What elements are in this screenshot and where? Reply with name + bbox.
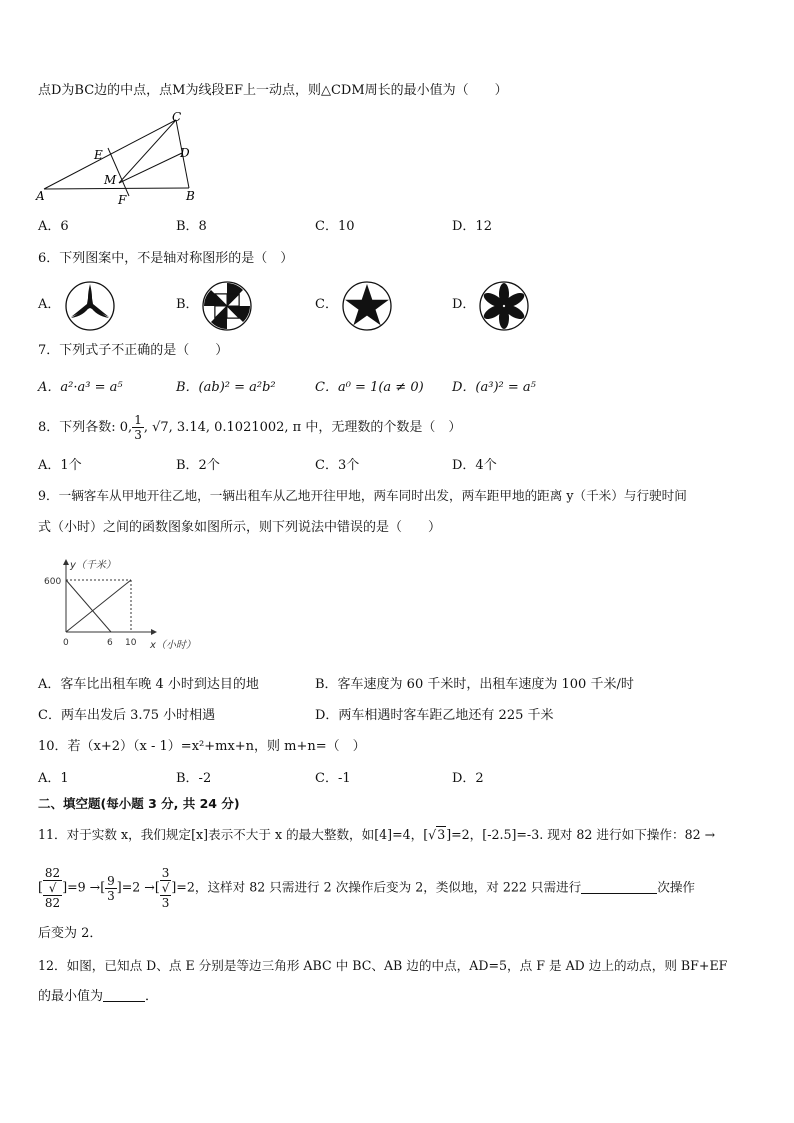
q9-option-a: A．客车比出租车晚 4 小时到达目的地 xyxy=(38,677,259,692)
q5-stem: 点D为BC边的中点，点M为线段EF上一动点，则△CDM周长的最小值为（ ） xyxy=(38,83,508,98)
label-c: C xyxy=(172,110,182,124)
q9-graph-xtick-6: 6 xyxy=(107,638,113,648)
q5-option-b: B．8 xyxy=(176,219,207,234)
label-e: E xyxy=(94,148,103,162)
q9-option-b: B．客车速度为 60 千米时，出租车速度为 100 千米/时 xyxy=(315,677,634,692)
q5-option-a: A．6 xyxy=(38,219,69,234)
q8-frac-den: 3 xyxy=(134,428,142,442)
q8-frac-num: 1 xyxy=(134,413,142,427)
q8-option-b: B．2个 xyxy=(176,458,220,473)
q11-f2-den: 3 xyxy=(107,888,115,903)
q10-option-b: B．-2 xyxy=(176,771,212,786)
star-circle-icon xyxy=(341,280,393,332)
six-petal-flower-icon xyxy=(478,280,530,332)
q9-graph-xtick-0: 0 xyxy=(63,638,69,648)
label-d: D xyxy=(180,146,190,160)
q11-f1-after: ]=9 →[ xyxy=(62,879,106,895)
q5-option-d: D．12 xyxy=(452,219,492,234)
q8-stem xyxy=(38,412,461,444)
q10-option-c: C．-1 xyxy=(315,771,351,786)
q11-line3: 后变为 2． xyxy=(38,926,103,941)
q7-stem: 7．下列式子不正确的是（ ） xyxy=(38,343,229,358)
q11-fraction-2 xyxy=(105,874,117,903)
q9-stem-line2: 式（小时）之间的函数图象如图所示，则下列说法中错误的是（ ） xyxy=(38,520,442,535)
q11-fraction-3: 3 √ 3 xyxy=(161,866,170,910)
q11-f1-num: 82 xyxy=(44,866,61,880)
q11-f2-num: 9 xyxy=(107,873,115,888)
q11-line1 xyxy=(38,826,715,844)
q6-option-a-letter: A． xyxy=(38,297,61,312)
q11-sqrt-3: 3 xyxy=(437,827,446,842)
q11-line2-b: ]=2，这样对 82 只需进行 2 次操作后变为 2，类似地，对 222 只需进行 xyxy=(171,879,582,895)
label-m: M xyxy=(104,173,117,187)
q11-sqrt-sign: √ xyxy=(428,827,437,842)
q11-line2 xyxy=(38,866,695,910)
q12-line1: 12．如图，已知点 D、点 E 分别是等边三角形 ABC 中 BC、AB 边的中点，AD=5，点 F 是 AD 边上的动点，则 BF+EF xyxy=(38,958,728,973)
q8-fraction xyxy=(132,413,144,442)
q7-option-a: A．a²·a³ = a⁵ xyxy=(38,380,123,395)
q8-stem-pre: 8．下列各数: 0, xyxy=(38,420,133,435)
label-f: F xyxy=(118,193,127,207)
q11-f3-den: 3 xyxy=(161,896,170,910)
q9-graph-ytick: 600 xyxy=(44,577,62,587)
q5-option-c: C．10 xyxy=(315,219,355,234)
q7-option-b: B．(ab)² = a²b² xyxy=(176,380,276,395)
q11-line1-b: ]=2，[-2.5]=-3. 现对 82 进行如下操作：82 → xyxy=(446,827,716,842)
label-b: B xyxy=(186,189,195,203)
q9-graph xyxy=(38,556,218,656)
q11-fraction-1: 82 √ 82 xyxy=(44,866,61,910)
q11-answer-blank[interactable] xyxy=(581,880,657,894)
q11-f3-num: 3 xyxy=(161,866,170,880)
q10-stem: 10．若（x+2）（x - 1）=x²+mx+n，则 m+n=（ ） xyxy=(38,739,366,754)
q12-answer-blank[interactable] xyxy=(103,988,145,1002)
q9-stem-line1: 9．一辆客车从甲地开往乙地，一辆出租车从乙地开往甲地，两车同时出发，两车距甲地的距离 y（千米）与行驶时间 xyxy=(38,488,687,503)
q6-stem: 6．下列图案中，不是轴对称图形的是（ ） xyxy=(38,251,294,266)
q9-graph-xtick-10: 10 xyxy=(125,638,137,648)
q8-option-d: D．4个 xyxy=(452,458,497,473)
q8-option-c: C．3个 xyxy=(315,458,360,473)
triangle-figure xyxy=(34,108,204,208)
q11-f1-den: 82 xyxy=(44,896,61,910)
q9-graph-ylabel: y（千米） xyxy=(70,560,116,571)
q7-option-d: D．(a³)² = a⁵ xyxy=(452,380,536,395)
q9-graph-xlabel: x（小时） xyxy=(150,640,196,651)
q12-line2 xyxy=(38,988,158,1006)
q6-option-c-letter: C． xyxy=(315,297,338,312)
q12-line2-b: ． xyxy=(145,989,159,1004)
q9-option-d: D．两车相遇时客车距乙地还有 225 千米 xyxy=(315,708,554,723)
q6-option-d-letter: D． xyxy=(452,297,476,312)
q7-option-c: C．a⁰ = 1(a ≠ 0) xyxy=(315,380,424,395)
q11-line1-a: 11．对于实数 x，我们规定[x]表示不大于 x 的最大整数，如[4]=4，[ xyxy=(38,827,429,842)
q12-line2-a: 的最小值为 xyxy=(38,989,104,1004)
q11-open-bracket: [ xyxy=(38,879,43,895)
three-blade-circle-icon xyxy=(64,280,116,332)
q10-option-d: D．2 xyxy=(452,771,484,786)
pinwheel-circle-icon xyxy=(201,280,253,332)
q6-option-b-letter: B． xyxy=(176,297,199,312)
q11-f2-after: ]=2 →[ xyxy=(116,879,160,895)
section-title: 二、填空题(每小题 3 分, 共 24 分) xyxy=(38,796,240,811)
q9-option-c: C．两车出发后 3.75 小时相遇 xyxy=(38,708,216,723)
q8-stem-post: , √7, 3.14, 0.1021002, π 中，无理数的个数是（ ） xyxy=(143,420,462,435)
label-a: A xyxy=(36,189,45,203)
q10-option-a: A．1 xyxy=(38,771,69,786)
q11-line2-c: 次操作 xyxy=(657,879,696,895)
q8-option-a: A．1个 xyxy=(38,458,82,473)
